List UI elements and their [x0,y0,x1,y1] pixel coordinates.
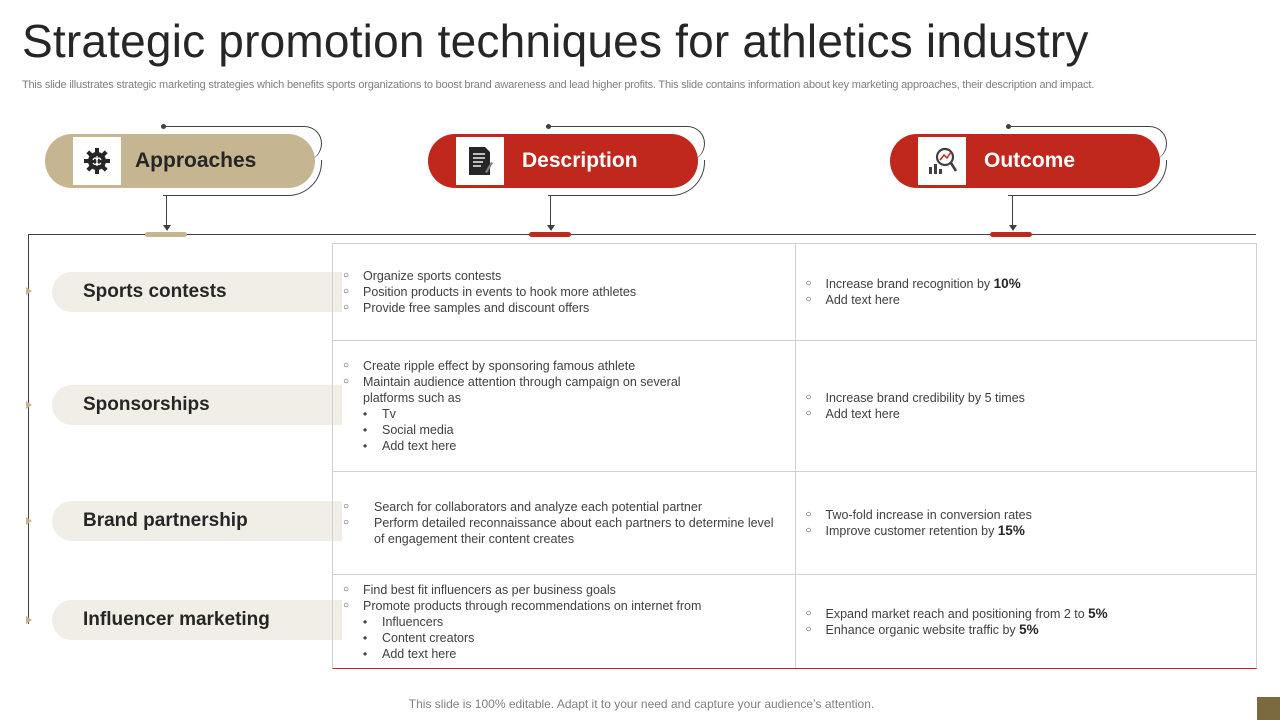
list-item: ○ Search for collaborators and analyze each potential partner [343,500,702,514]
outcome-cell [795,341,1257,471]
list-item: ○ Add text here [805,407,900,421]
description-cell [333,341,795,471]
header-outcome [890,134,1160,188]
arrow-down-icon [547,225,555,231]
list-item: ○ Add text here [805,293,900,307]
document-icon [456,137,504,185]
page-subtitle: This slide illustrates strategic marketing strategies which benefits sports organizations to boost brand awareness and lead higher profits. This slide contains information about key marketing approaches, their description and impact. [22,79,1095,91]
table-row [333,340,1256,471]
column-marker [145,232,187,237]
list-item: ○ Position products in events to hook more athletes [343,285,637,299]
divider-line [28,234,1256,235]
header-label: Description [522,149,638,172]
header-label: Approaches [135,149,257,172]
outcome-cell [795,472,1257,574]
connector-line [166,196,167,228]
list-item: ○ Perform detailed reconnaissance about each partners to determine level of engagement their content creates [343,516,774,546]
list-item: ○ Expand market reach and positioning from 2 to 5% [805,605,1108,621]
outcome-cell [795,244,1257,340]
arrow-down-icon [163,225,171,231]
sub-list-item: • Tv [363,407,396,421]
row-label-sports-contests: Sports contests [52,272,342,312]
list-item: ○ Maintain audience attention through campaign on several platforms such as [343,375,681,405]
list-item: ○ Provide free samples and discount offers [343,301,590,315]
row-label-sponsorships: Sponsorships [52,385,342,425]
sub-list-item: • Content creators [363,630,475,645]
row-label-influencer-marketing: Influencer marketing [52,600,342,640]
arrow-down-icon [1009,225,1017,231]
list-item: ○ Create ripple effect by sponsoring famous athlete [343,359,636,373]
sub-list-item: • Add text here [363,439,457,453]
list-item: ○ Organize sports contests [343,269,502,283]
gear-brain-icon [73,137,121,185]
list-item: ○ Find best fit influencers as per business goals [343,582,616,597]
header-label: Outcome [984,149,1076,172]
table-row [333,471,1256,574]
sub-list-item: • Social media [363,423,454,437]
chart-magnifier-icon [918,137,966,185]
page-title: Strategic promotion techniques for athletics industry [22,15,1089,67]
header-description [428,134,698,188]
table-row [333,244,1256,340]
connector-line [1012,196,1013,228]
list-item: ○ Increase brand credibility by 5 times [805,391,1025,405]
row-arrow-icon [26,287,32,295]
outcome-cell [795,575,1257,668]
list-item: ○ Increase brand recognition by 10% [805,276,1021,291]
strategy-table [332,243,1257,669]
row-arrow-icon [26,517,32,525]
row-arrow-icon [26,401,32,409]
sub-list-item: • Add text here [363,646,457,661]
connector-line [550,196,551,228]
sub-list-item: • Influencers [363,614,444,629]
row-label-brand-partnership: Brand partnership [52,501,342,541]
list-item: ○ Improve customer retention by 15% [805,523,1025,538]
list-item: ○ Two-fold increase in conversion rates [805,508,1032,522]
list-item: ○ Enhance organic website traffic by 5% [805,621,1039,637]
table-row [333,574,1256,668]
footer-note: This slide is 100% editable. Adapt it to your need and capture your audience’s attention. [408,697,875,711]
corner-accent [1257,697,1280,720]
column-marker [529,232,571,237]
description-cell [333,244,795,340]
header-approaches [45,134,315,188]
column-marker [990,232,1032,237]
description-cell [333,472,795,574]
description-cell [333,575,795,668]
row-arrow-icon [26,616,32,624]
list-item: ○ Promote products through recommendations on internet from [343,598,702,613]
